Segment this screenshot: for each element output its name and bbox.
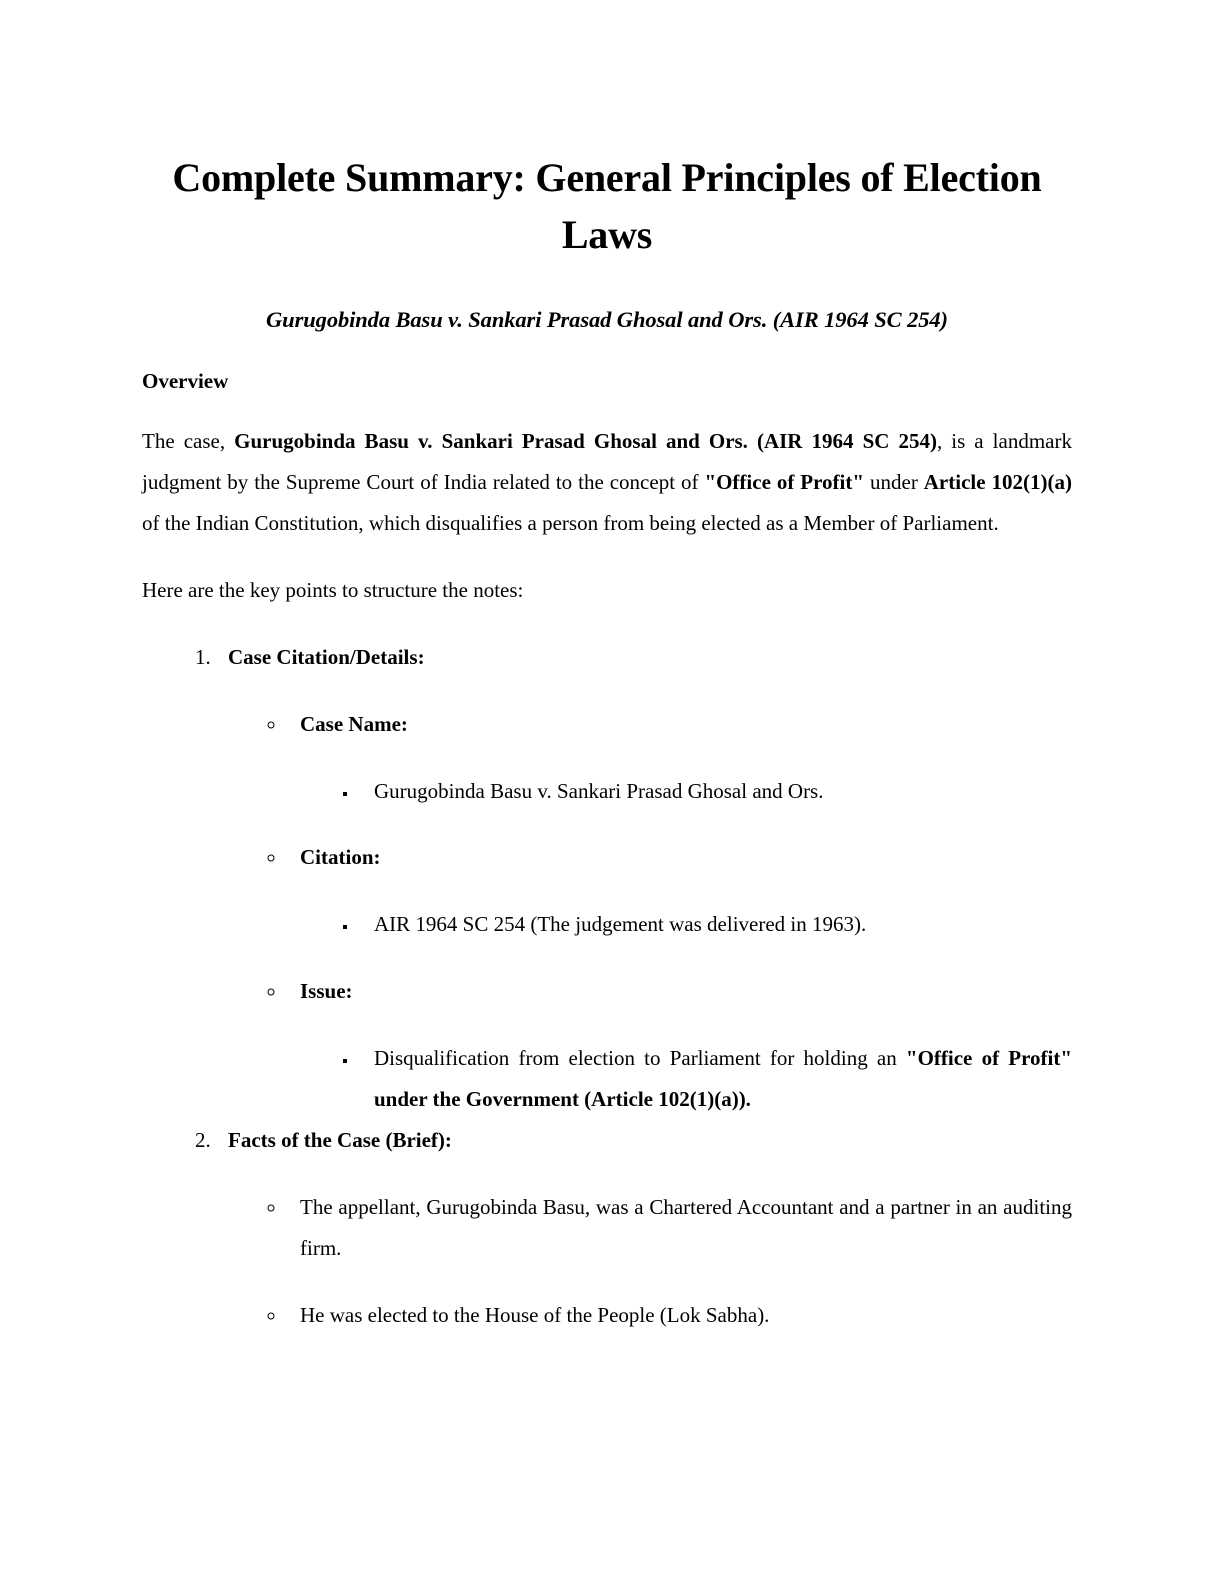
overview-bold-article: Article 102(1)(a) xyxy=(923,469,1072,494)
sublist-item-label: Case Name: xyxy=(300,711,408,736)
sublist-item-label: Citation: xyxy=(300,845,381,870)
fact-item-elected: ◦ He was elected to the House of the People (Lok Sabha). xyxy=(287,1269,1072,1336)
document-subtitle: Gurugobinda Basu v. Sankari Prasad Ghosal and Ors. (AIR 1964 SC 254) xyxy=(266,306,948,332)
lead-in-paragraph: Here are the key points to structure the notes: xyxy=(142,577,524,602)
case-citation-sublist xyxy=(228,678,1072,1121)
issue-text-bold: "Office of Profit" under the Government (Article 102(1)(a)). xyxy=(374,1046,1073,1112)
list-item-label: Facts of the Case (Brief): xyxy=(228,1128,452,1153)
overview-heading: Overview xyxy=(142,368,229,393)
page-title-line-2: Laws xyxy=(561,211,653,257)
detail-item-issue-value xyxy=(358,1012,1072,1120)
detail-item-case-name-value: ▪ Gurugobinda Basu v. Sankari Prasad Ghosal and Ors. xyxy=(358,745,1072,812)
overview-text-part-3: under xyxy=(864,469,924,494)
list-item-issue xyxy=(287,945,1072,1120)
issue-text-plain: Disqualification from election to Parliament for holding an xyxy=(374,1046,906,1071)
overview-bold-office-of-profit: "Office of Profit" xyxy=(704,469,865,494)
list-item-facts-of-the-case xyxy=(216,1120,1072,1336)
facts-sublist xyxy=(228,1161,1072,1336)
key-points-list xyxy=(142,611,1072,1336)
list-item-case-name xyxy=(287,678,1072,812)
overview-text-part-2: , is a landmark judgment by the Supreme Court of India related to the concept of xyxy=(142,428,1072,494)
citation-detail-list xyxy=(300,878,1072,945)
list-item-label: Case Citation/Details: xyxy=(228,644,425,669)
page-title xyxy=(142,0,1072,264)
overview-bold-case-citation: Gurugobinda Basu v. Sankari Prasad Ghosal and Ors. (AIR 1964 SC 254) xyxy=(234,428,937,453)
sublist-item-label: Issue: xyxy=(300,979,353,1004)
document-content xyxy=(142,0,1072,1336)
list-item-citation xyxy=(287,811,1072,945)
detail-item-citation-value: ▪ AIR 1964 SC 254 (The judgement was delivered in 1963). xyxy=(358,878,1072,945)
list-item-case-citation-details xyxy=(216,637,1072,1121)
issue-detail-list xyxy=(300,1012,1072,1120)
overview-text-part-1: The case, xyxy=(142,428,235,453)
page-title-line-1: Complete Summary: General Principles of Election xyxy=(172,155,1042,200)
case-name-detail-list xyxy=(300,745,1072,812)
overview-paragraph xyxy=(142,395,1072,544)
overview-text-part-4: of the Indian Constitution, which disqualifies a person from being elected as a Member of Parliament. xyxy=(142,510,999,535)
fact-item-appellant: ◦ The appellant, Gurugobinda Basu, was a Chartered Accountant and a partner in an auditing firm. xyxy=(287,1161,1072,1269)
